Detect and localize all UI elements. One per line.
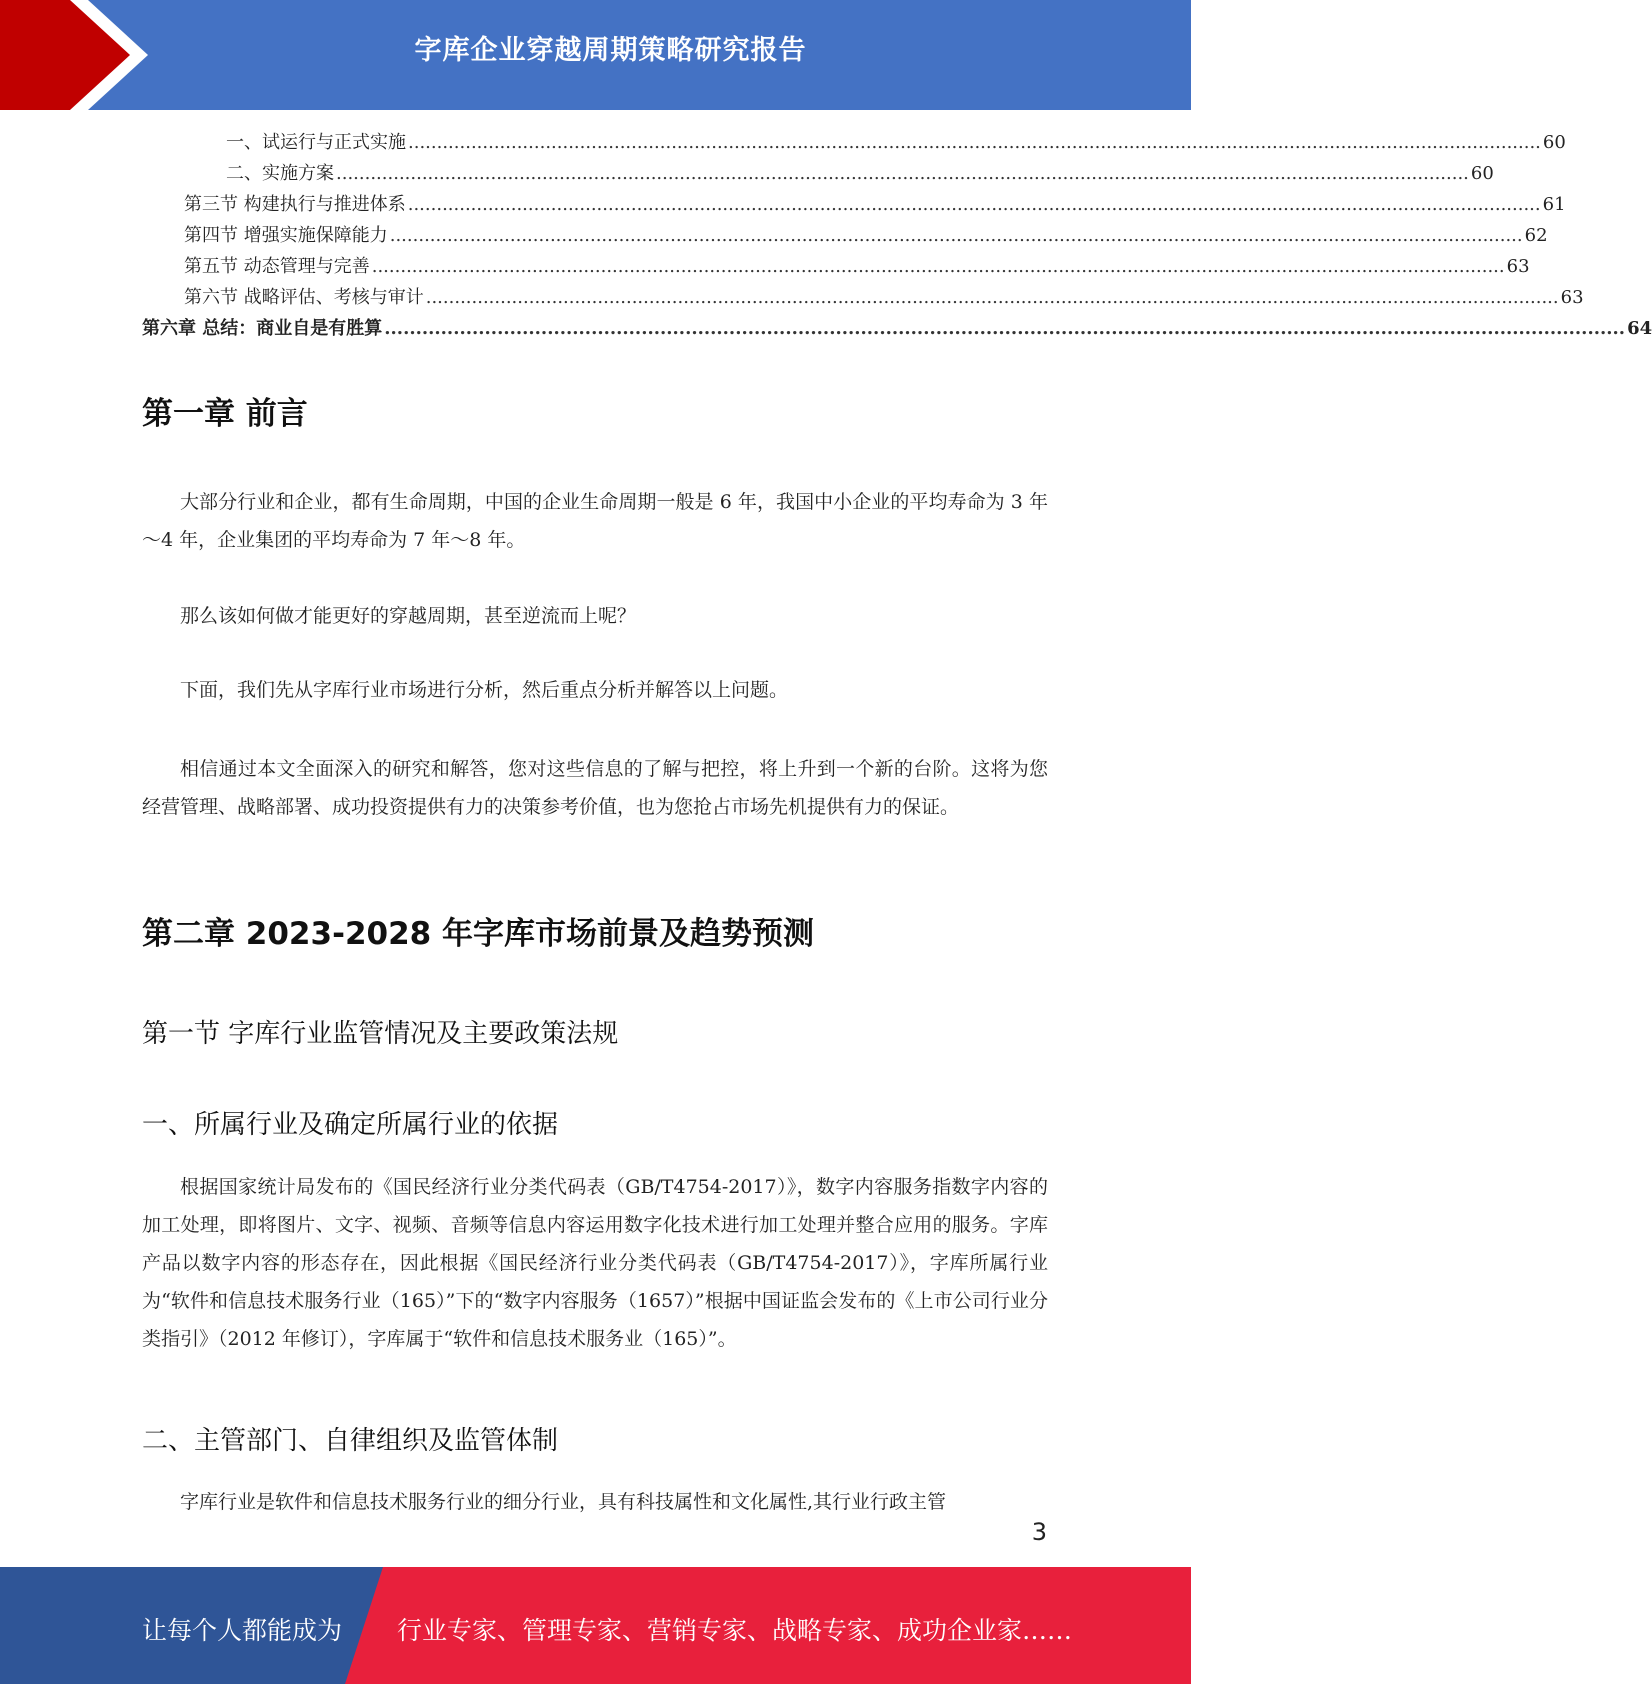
page-footer	[0, 1567, 1191, 1684]
toc-entry-label: 二、实施方案	[226, 163, 334, 184]
chapter-heading: 第一章 前言	[142, 396, 308, 432]
toc-leader-dots: ......................................................................................................................................................................................................	[336, 163, 1469, 184]
paragraph: 根据国家统计局发布的《国民经济行业分类代码表（GB/T4754-2017）》，数字内容服务指数字内容的加工处理，即将图片、文字、视频、音频等信息内容运用数字化技术进行加工处理并整合应用的服务。字库产品以数字内容的形态存在，因此根据《国民经济行业分类代码表（GB/T4754-2017）》，字库所属行业为“软件和信息技术服务行业（165）”下的“数字内容服务（1657）”根据中国证监会发布的《上市公司行业分类指引》（2012 年修订），字库属于“软件和信息技术服务业（165）”。	[142, 1176, 1048, 1350]
toc-entry-label: 第六节 战略评估、考核与审计	[184, 287, 424, 308]
toc-leader-dots: ......................................................................................................................................................................................................	[384, 318, 1626, 339]
page-header	[0, 0, 1191, 110]
toc-entry[interactable]	[142, 159, 1494, 190]
toc-leader-dots: ......................................................................................................................................................................................................	[407, 194, 1541, 215]
toc-leader-dots: ......................................................................................................................................................................................................	[371, 256, 1505, 277]
toc-entry[interactable]	[142, 221, 1548, 252]
toc-entry-page: 61	[1542, 194, 1566, 215]
toc-entry-label: 第三节 构建执行与推进体系	[184, 194, 406, 215]
toc-entry-page: 60	[1542, 132, 1566, 153]
toc-entry-page: 60	[1470, 163, 1494, 184]
footer-slogan-right: 行业专家、管理专家、营销专家、战略专家、成功企业家……	[397, 1616, 1073, 1645]
subsection-heading: 二、主管部门、自律组织及监管体制	[142, 1426, 559, 1456]
toc-leader-dots: ......................................................................................................................................................................................................	[425, 287, 1559, 308]
paragraph: 那么该如何做才能更好的穿越周期，甚至逆流而上呢？	[180, 605, 637, 627]
toc-entry-page: 64	[1627, 318, 1652, 339]
toc-entry[interactable]	[142, 283, 1584, 314]
toc-entry[interactable]	[142, 252, 1530, 283]
paragraph: 字库行业是软件和信息技术服务行业的细分行业，具有科技属性和文化属性,其行业行政主管	[180, 1491, 947, 1513]
toc-entry-label: 第四节 增强实施保障能力	[184, 225, 388, 246]
paragraph: 下面，我们先从字库行业市场进行分析，然后重点分析并解答以上问题。	[180, 679, 789, 701]
toc-entry-page: 63	[1506, 256, 1530, 277]
table-of-contents	[142, 128, 1652, 345]
toc-leader-dots: ......................................................................................................................................................................................................	[408, 132, 1541, 153]
paragraph: 相信通过本文全面深入的研究和解答，您对这些信息的了解与把控，将上升到一个新的台阶。这将为您经营管理、战略部署、成功投资提供有力的决策参考价值，也为您抢占市场先机提供有力的保证。	[142, 758, 1048, 818]
toc-leader-dots: ......................................................................................................................................................................................................	[389, 225, 1523, 246]
toc-entry-label: 一、试运行与正式实施	[226, 132, 406, 153]
toc-entry[interactable]	[142, 314, 1652, 345]
toc-entry-page: 63	[1560, 287, 1584, 308]
subsection-heading: 一、所属行业及确定所属行业的依据	[142, 1110, 559, 1140]
toc-entry-label: 第六章 总结：商业自是有胜算	[142, 318, 383, 339]
paragraph: 大部分行业和企业，都有生命周期，中国的企业生命周期一般是 6 年，我国中小企业的平均寿命为 3 年～4 年，企业集团的平均寿命为 7 年～8 年。	[142, 491, 1048, 551]
toc-entry-label: 第五节 动态管理与完善	[184, 256, 370, 277]
toc-entry[interactable]	[142, 190, 1566, 221]
footer-slogan-left: 让每个人都能成为	[142, 1616, 343, 1645]
toc-entry-page: 62	[1524, 225, 1548, 246]
page-number: 3	[1031, 1518, 1047, 1546]
report-title: 字库企业穿越周期策略研究报告	[414, 35, 807, 66]
chapter-heading: 第二章 2023-2028 年字库市场前景及趋势预测	[142, 916, 815, 952]
toc-entry[interactable]	[142, 128, 1566, 159]
section-heading: 第一节 字库行业监管情况及主要政策法规	[142, 1019, 619, 1049]
